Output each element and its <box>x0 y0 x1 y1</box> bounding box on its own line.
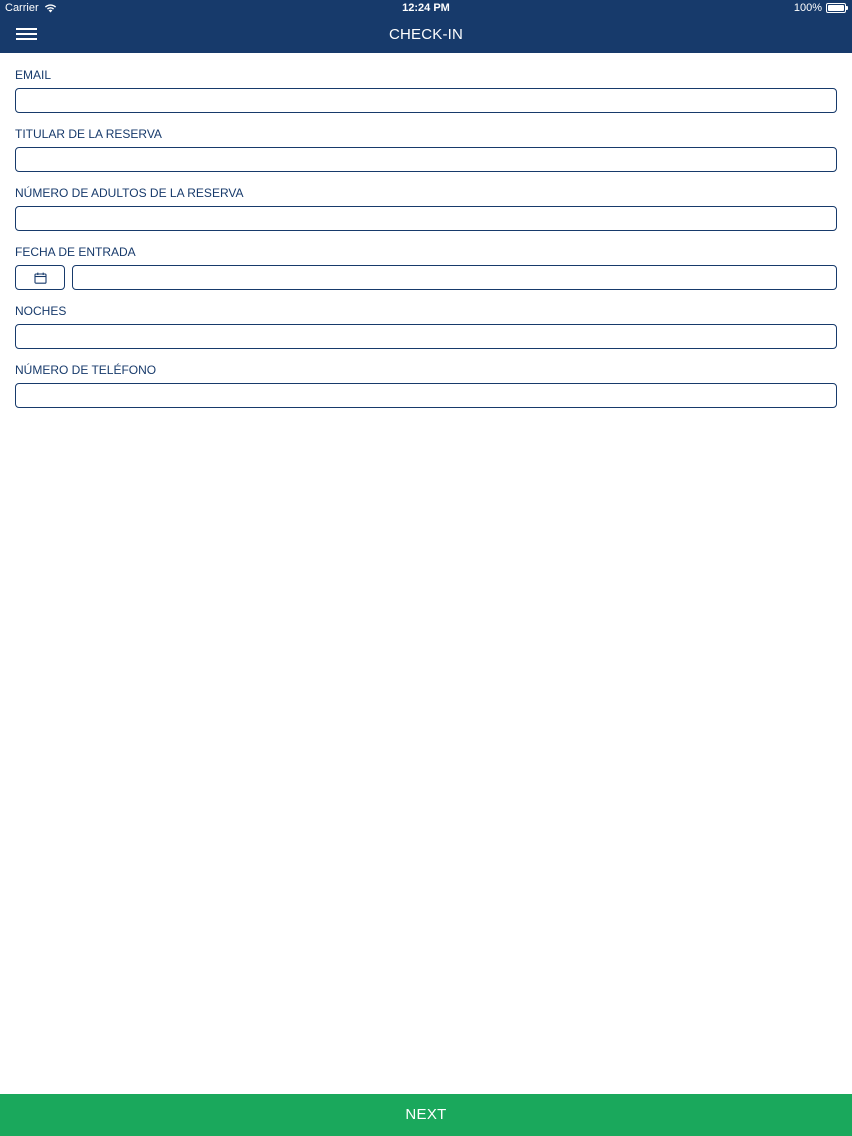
carrier-label: Carrier <box>5 2 39 14</box>
adults-field[interactable] <box>15 206 837 231</box>
email-field-group <box>15 68 837 112</box>
battery-indicator <box>794 2 846 14</box>
email-field[interactable] <box>15 88 837 113</box>
date-picker-button[interactable] <box>15 265 65 290</box>
navigation-header <box>0 0 852 53</box>
email-label: EMAIL <box>15 68 52 82</box>
arrival-date-row <box>15 265 837 290</box>
arrival-date-field-group <box>15 245 837 289</box>
nights-label: NOCHES <box>15 304 67 318</box>
nights-field-group <box>15 304 837 348</box>
phone-label: NÚMERO DE TELÉFONO <box>15 363 157 377</box>
next-button[interactable]: NEXT <box>0 1094 852 1136</box>
checkin-form <box>15 53 837 407</box>
holder-label: TITULAR DE LA RESERVA <box>15 127 162 141</box>
calendar-icon <box>34 272 47 284</box>
battery-icon <box>826 3 846 13</box>
status-bar <box>0 0 852 17</box>
phone-field[interactable] <box>15 383 837 408</box>
holder-field[interactable] <box>15 147 837 172</box>
adults-field-group <box>15 186 837 230</box>
adults-label: NÚMERO DE ADULTOS DE LA RESERVA <box>15 186 244 200</box>
holder-field-group <box>15 127 837 171</box>
phone-field-group <box>15 363 837 407</box>
page-title: CHECK-IN <box>388 26 464 43</box>
status-time: 12:24 PM <box>402 2 450 14</box>
nights-field[interactable] <box>15 324 837 349</box>
battery-percentage: 100% <box>793 2 822 14</box>
arrival-date-field[interactable] <box>72 265 837 290</box>
arrival-date-label: FECHA DE ENTRADA <box>15 245 136 259</box>
